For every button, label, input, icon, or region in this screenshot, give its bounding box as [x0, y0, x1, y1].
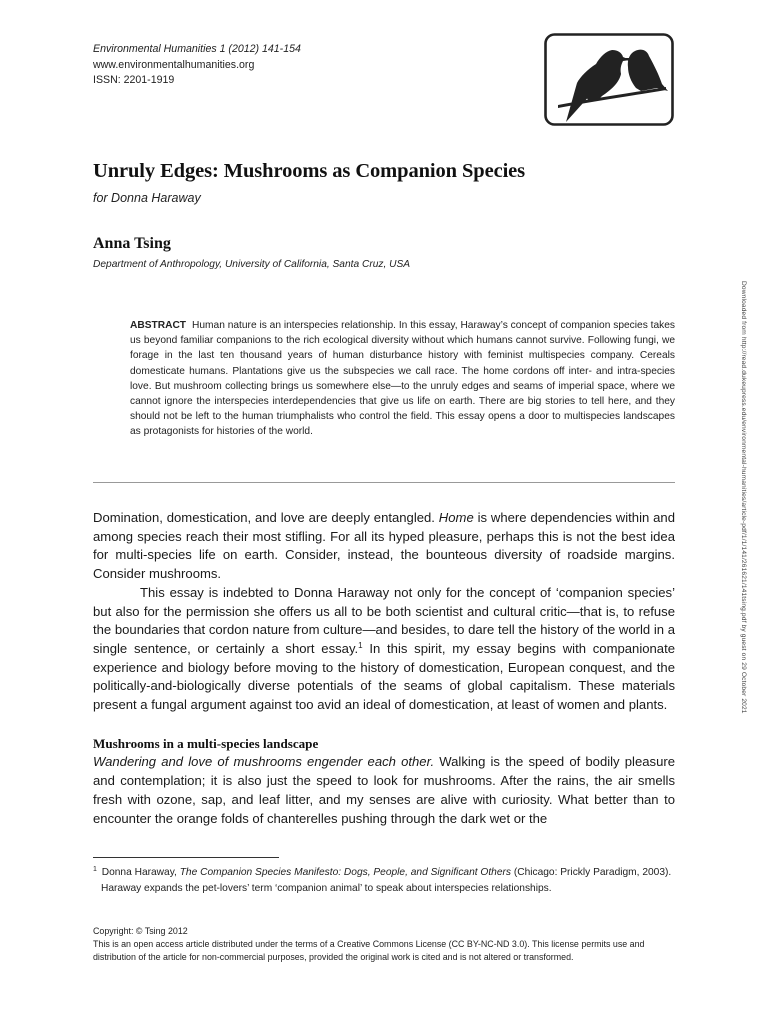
text-run: This essay is indebted to Donna Haraway not only for the concept of ‘companion species’ but also for the permission she offers us all to be both scientist and cultural critic—that is, to refuse the boundaries that cordon nature from culture—and besides, to dare tell the history of the world in a single sentence, or certainly a short essay. — [93, 584, 675, 656]
italic-text: The Companion Species Manifesto: Dogs, People, and Significant Others — [179, 867, 511, 878]
text-run: is where dependencies within and among species reach their most stifling. For all its hyped pleasure, perhaps this is not the best idea for multi-species life on earth. Consider, instead, the bounteous diversity of roadside margins. Consider mushrooms. — [93, 510, 675, 582]
text-run: (Chicago: Prickly Paradigm, 2003). Haraway expands the pet-lovers’ term ‘companion animal’ to speak about interspecies relationships. — [101, 867, 672, 894]
text-run: In this spirit, my essay begins with companionate experience and biology before moving to the history of domestication, European conquest, and the politically-and-biologically diverse potentials of the seams of global capitalism. These materials present a fungal argument against too avid an ideal of domestication, at least of women and plants. — [93, 640, 676, 713]
text-run: Domination, domestication, and love are deeply entangled. — [93, 510, 439, 525]
journal-website: www.environmentalhumanities.org — [93, 58, 255, 71]
journal-citation: Environmental Humanities 1 (2012) 141-154 — [93, 43, 301, 55]
footnote-marker: 1 — [358, 640, 363, 650]
article-body — [93, 509, 675, 828]
author-affiliation: Department of Anthropology, University of California, Santa Cruz, USA — [93, 259, 411, 270]
section-divider — [93, 482, 675, 483]
copyright-notice — [93, 925, 675, 965]
article-title: Unruly Edges: Mushrooms as Companion Species — [93, 160, 526, 182]
author-name: Anna Tsing — [93, 235, 171, 252]
copyright-line: Copyright: © Tsing 2012 — [93, 926, 188, 936]
italic-text: Wandering and love of mushrooms engender each other. — [93, 754, 435, 770]
text-run: Donna Haraway, — [98, 867, 180, 878]
body-paragraph — [93, 753, 675, 828]
body-paragraph — [93, 584, 675, 715]
dedication: for Donna Haraway — [93, 191, 201, 205]
footnote-marker: 1 — [93, 866, 97, 873]
license-text: This is an open access article distributed under the terms of a Creative Commons License (CC BY-NC-ND 3.0). This license permits use and distribution of the article for non-commercial purposes, provided the original work is cited and is not altered or transformed. — [93, 939, 645, 963]
section-heading: Mushrooms in a multi-species landscape — [93, 735, 319, 751]
journal-header — [93, 42, 301, 89]
footnote-divider — [93, 857, 279, 858]
footnote — [93, 865, 675, 897]
two-birds-on-branch-icon — [544, 33, 674, 126]
download-watermark: Downloaded from http://read.dukeupress.edu/environmental-humanities/article-pdf/1/1/141/261621/141tsing.pdf by guest on 29 October 2021 — [740, 281, 747, 714]
abstract-text: Human nature is an interspecies relationship. In this essay, Haraway’s concept of companion species takes us beyond familiar companions to the rich ecological diversity without which humans cannot survive. Following fungi, we forage in the last ten thousand years of human disturbance history with feminist multispecies company. Cereals domesticate humans. Plantations give us the subspecies we call race. The home cordons off inter- and intra-species love. But mushroom collecting brings us somewhere else—to the unruly edges and seams of imperial space, where we cannot ignore the interspecies interdependencies that give us life on earth. There are big stories to tell here, and they should not be left to the human triumphalists who control the field. This essay opens a door to multispecies landscapes as protagonists for histories of the world. — [130, 320, 675, 438]
body-paragraph — [93, 509, 675, 584]
abstract-label: ABSTRACT — [130, 320, 187, 331]
text-run: Walking is the speed of bodily pleasure and contemplation; it is also just the speed to look for mushrooms. After the rains, the air smells fresh with ozone, sap, and leaf litter, and my senses are alive with curiosity. What better than to encounter the orange folds of chanterelles pushing through the dark wet or the — [93, 754, 675, 826]
abstract — [130, 318, 675, 440]
journal-issn: ISSN: 2201-1919 — [93, 74, 175, 86]
italic-text: Home — [438, 510, 474, 525]
